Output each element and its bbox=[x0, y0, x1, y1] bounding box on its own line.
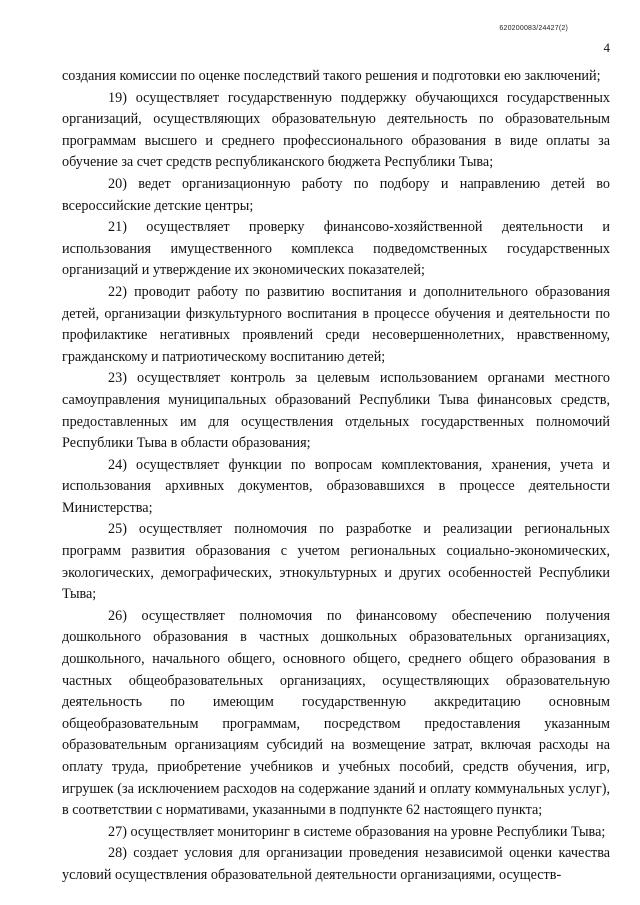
paragraph-continuation: создания комиссии по оценке последствий такого решения и подготовки ею заключений; bbox=[62, 68, 601, 84]
document-body bbox=[62, 66, 610, 887]
paragraph-item-26: 26) осуществляет полномочия по финансовому обеспечению получения дошкольного образования в частных дошкольных образовательных организациях, дошкольного, начального общего, основного общего, среднего общего образования в частных общеобразовательных организациях, осуществляющих образовательную деятельность по имеющим государственную аккредитацию основным общеобразовательным программам, посредством предоставления указанным образовательным организациям субсидий на возмещение затрат, включая расходы на оплату труда, приобретение учебников и учебных пособий, средств обучения, игр, игрушек (за исключением расходов на содержание зданий и оплату коммунальных услуг), в соответствии с нормативами, указанными в подпункте 62 настоящего пункта; bbox=[62, 607, 610, 819]
paragraph-item-22: 22) проводит работу по развитию воспитания и дополнительного образования детей, организации физкультурного воспитания в процессе обучения и деятельности по профилактике негативных проявлений среди несовершеннолетних, нравственному, гражданскому и патриотическому воспитанию детей; bbox=[62, 283, 610, 365]
paragraph-item-23: 23) осуществляет контроль за целевым использованием органами местного самоуправления муниципальных образований Республики Тыва финансовых средств, предоставленных им для осуществления отдельных государственных полномочий Республики Тыва в области образования; bbox=[62, 370, 610, 452]
paragraph-item-25: 25) осуществляет полномочия по разработке и реализации региональных программ развития образования с учетом региональных социально-экономических, экологических, демографических, этнокультурных и других особенностей Республики Тыва; bbox=[62, 521, 610, 603]
page-number: 4 bbox=[603, 40, 610, 55]
paragraph-item-20: 20) ведет организационную работу по подбору и направлению детей во всероссийские детские центры; bbox=[62, 175, 610, 214]
paragraph-item-21: 21) осуществляет проверку финансово-хозяйственной деятельности и использования имущественного комплекса подведомственных государственных организаций и утверждение их экономических показателей; bbox=[62, 219, 610, 279]
document-code: 620200083/24427(2) bbox=[499, 25, 568, 32]
paragraph-item-27: 27) осуществляет мониторинг в системе образования на уровне Республики Тыва; bbox=[108, 823, 606, 840]
paragraph-item-28: 28) создает условия для организации проведения независимой оценки качества условий осуществления образовательной деятельности организациями, осуществ- bbox=[62, 845, 610, 883]
paragraph-item-24: 24) осуществляет функции по вопросам комплектования, хранения, учета и использования архивных документов, образовавшихся в процессе деятельности Министерства; bbox=[62, 456, 610, 516]
paragraph-item-19: 19) осуществляет государственную поддержку обучающихся государственных организаций, осуществляющих образовательную деятельность по образовательным программам высшего и среднего профессионального образования в виде оплаты за обучение за счет средств республиканского бюджета Республики Тыва; bbox=[62, 89, 610, 171]
